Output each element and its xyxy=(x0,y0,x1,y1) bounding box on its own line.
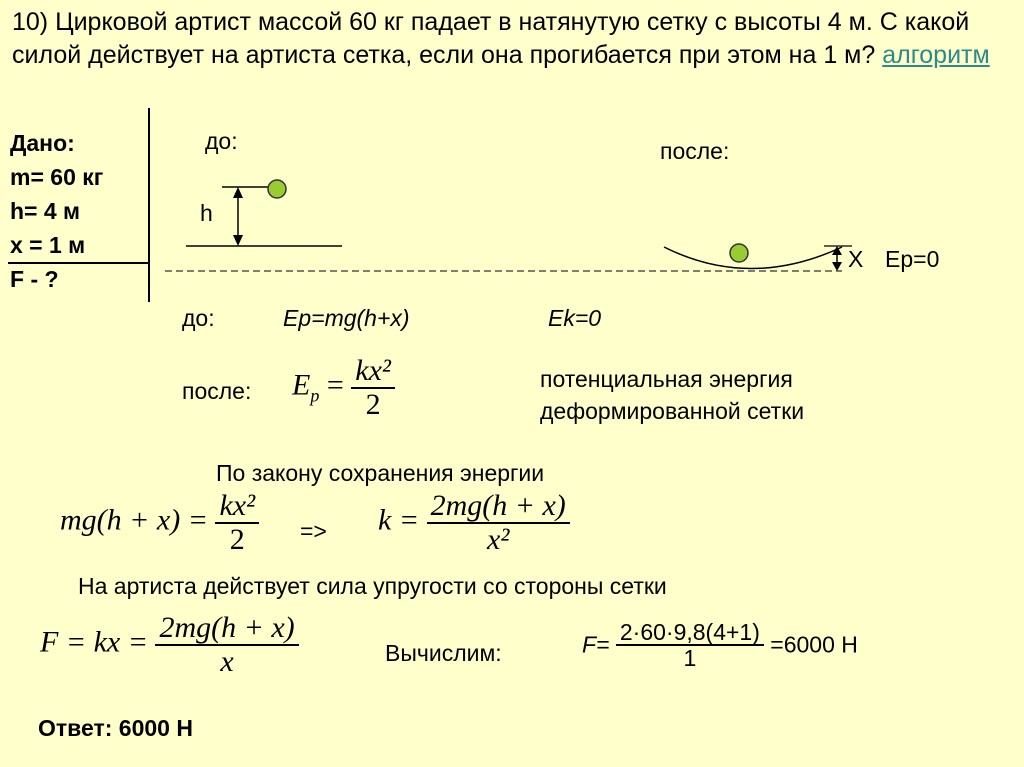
k-lhs: k = xyxy=(378,503,420,537)
diagram-after-label: после: xyxy=(660,138,730,164)
energy-after-label: после: xyxy=(182,378,252,404)
ep-after-numerator: kx² xyxy=(351,355,395,389)
ep-before-formula: Ep=mg(h+x) xyxy=(283,305,410,331)
calc-numerator: 2·60·9,8(4+1) xyxy=(616,620,764,646)
given-unknown: F - ? xyxy=(10,266,59,292)
ep-after-denominator: 2 xyxy=(365,387,381,421)
energy-before-label: до: xyxy=(182,305,215,331)
calc-equation xyxy=(582,620,858,670)
calc-fraction xyxy=(616,620,764,670)
ep-after-note-2: деформированной сетки xyxy=(540,398,805,424)
given-title: Дано: xyxy=(10,130,75,156)
ball-before xyxy=(268,180,286,198)
conservation-denominator: 2 xyxy=(229,522,245,556)
calc-result: =6000 Н xyxy=(770,631,858,658)
force-numerator: 2mg(h + x) xyxy=(155,612,298,646)
net-diagram xyxy=(0,0,1024,300)
ek-zero-formula: Ek=0 xyxy=(548,305,602,331)
force-denominator: x xyxy=(220,644,234,678)
conservation-equation xyxy=(60,490,259,555)
implies-arrow: => xyxy=(300,518,327,544)
algorithm-link[interactable]: алгоритм xyxy=(882,41,990,69)
force-equation xyxy=(40,612,299,677)
net-after-curve xyxy=(664,247,842,269)
diagram-before-label: до: xyxy=(205,128,238,154)
height-label: h xyxy=(200,200,213,226)
calc-lhs: F= xyxy=(582,631,610,658)
conservation-lhs: mg(h + x) = xyxy=(60,503,208,537)
conservation-title: По закону сохранения энергии xyxy=(216,460,545,486)
ep-zero-label: Ep=0 xyxy=(885,246,940,272)
conservation-numerator: kx² xyxy=(215,490,259,524)
ep-after-note-1: потенциальная энергия xyxy=(540,366,793,392)
given-mass: m= 60 кг xyxy=(10,164,104,190)
height-arrow-down xyxy=(233,235,243,246)
k-fraction xyxy=(427,490,570,555)
calc-label: Вычислим: xyxy=(385,640,502,666)
height-arrow-up xyxy=(233,187,243,198)
ep-after-formula: $E_p$ = $\frac{\text{kx²}}{2}$ xyxy=(292,355,395,420)
force-lhs: F = kx = xyxy=(40,625,148,659)
answer: Ответ: 6000 Н xyxy=(38,715,193,741)
problem-text: 10) Цирковой артист массой 60 кг падает в натянутую сетку с высоты 4 м. С какой силой действует на артиста сетка, если она прогибается при этом на 1 м? xyxy=(12,8,970,69)
force-fraction xyxy=(155,612,298,677)
given-height: h= 4 м xyxy=(10,198,81,224)
calc-denominator: 1 xyxy=(683,645,697,672)
conservation-fraction xyxy=(215,490,259,555)
k-numerator: 2mg(h + x) xyxy=(427,490,570,524)
ball-after xyxy=(730,244,748,262)
given-deflection: x = 1 м xyxy=(10,232,86,258)
force-title: На артиста действует сила упругости со стороны сетки xyxy=(78,573,667,599)
ep-after-lhs: E xyxy=(292,368,311,402)
k-equation xyxy=(378,490,570,555)
ep-after-sub: p xyxy=(310,385,320,406)
ep-after-fraction xyxy=(351,355,395,420)
x-arrow-down xyxy=(832,262,842,271)
deflection-label: X xyxy=(848,246,864,272)
k-denominator: x² xyxy=(487,522,510,556)
